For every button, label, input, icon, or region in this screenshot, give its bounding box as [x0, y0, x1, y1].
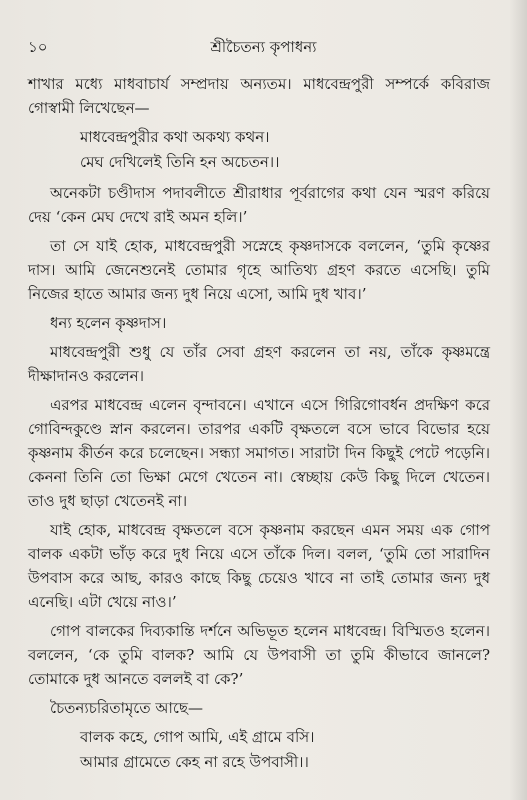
page-number: ১০: [28, 38, 48, 56]
paragraph-8: গোপ বালকের দিব্যকান্তি দর্শনে অভিভূত হলেন মাধবেন্দ্র। বিস্মিতও হলেন। বললেন, ‘কে তুমি বালক? আমি যে উপবাসী তা তুমি কীভাবে জানলে? তোমাকে দুধ আনতে বললই বা কে?’: [28, 622, 490, 688]
paragraph-1: শাখার মধ্যে মাধবাচার্য সম্প্রদায় অন্যতম। মাধবেন্দ্রপুরী সম্পর্কে কবিরাজ গোস্বামী লিখেছেন—: [28, 75, 490, 117]
paragraph-6: এরপর মাধবেন্দ্র এলেন বৃন্দাবনে। এখানে এসে গিরিগোবর্ধন প্রদক্ষিণ করে গোবিন্দকুণ্ডে স্নান করলেন। তারপর একটি বৃক্ষতলে বসে ভাবে বিভোর হয়ে কৃষ্ণনাম কীর্তন করে চলেছেন। সন্ধ্যা সমাগত। সারাটা দিন কিছুই পেটে পড়েনি। কেননা তিনি তো ভিক্ষা মেগে খেতেন না। স্বেচ্ছায় কেউ কিছু দিলে খেতেন। তাও দুধ ছাড়া খেতেনই না।: [28, 396, 490, 510]
paragraph-5: মাধবেন্দ্রপুরী শুধু যে তাঁর সেবা গ্রহণ করলেন তা নয়, তাঁকে কৃষ্ণমন্ত্রে দীক্ষাদানও করলেন।: [28, 343, 490, 385]
paragraph-3: তা সে যাই হোক, মাধবেন্দ্রপুরী সস্নেহে কৃষ্ণদাসকে বললেন, ‘তুমি কৃষ্ণের দাস। আমি জেনেশুনেই তোমার গৃহে আতিথ্য গ্রহণ করতে এসেছি। তুমি নিজের হাতে আমার জন্য দুধ নিয়ে এসো, আমি দুধ খাব।’: [28, 237, 490, 303]
page-header: [0, 36, 527, 60]
verse-1: [28, 125, 490, 175]
paragraph-4: ধন্য হলেন কৃষ্ণদাস।: [50, 314, 167, 332]
binding-shadow: [509, 0, 527, 800]
verse-1-line-1: মাধবেন্দ্রপুরীর কথা অকথ্য কথন।: [80, 128, 270, 146]
page-body: [28, 72, 490, 781]
verse-1-line-2: মেঘ দেখিলেই তিনি হন অচেতন।।: [80, 153, 280, 171]
paragraph-2: অনেকটা চণ্ডীদাস পদাবলীতে শ্রীরাধার পূর্বরাগের কথা যেন স্মরণ করিয়ে দেয় ‘কেন মেঘ দেখে রাই অমন হলি।’: [28, 184, 490, 226]
verse-2-line-1: বালক কহে, গোপ আমি, এই গ্রামে বসি।: [80, 728, 315, 746]
paragraph-9: চৈতন্যচরিতামৃতে আছে—: [50, 699, 203, 717]
verse-2-line-2: আমার গ্রামেতে কেহ না রহে উপবাসী।।: [80, 753, 309, 771]
running-title: শ্রীচৈতন্য কৃপাধন্য: [210, 38, 317, 56]
verse-2: [28, 725, 490, 775]
paragraph-7: যাই হোক, মাধবেন্দ্র বৃক্ষতলে বসে কৃষ্ণনাম করছেন এমন সময় এক গোপ বালক একটা ভাঁড় করে দুধ নিয়ে এসে তাঁকে দিল। বলল, ‘তুমি তো সারাদিন উপবাস করে আছ, কারও কাছে কিছু চেয়েও খাবে না তাই তোমার জন্য দুধ এনেছি। এটা খেয়ে নাও।’: [28, 521, 490, 611]
